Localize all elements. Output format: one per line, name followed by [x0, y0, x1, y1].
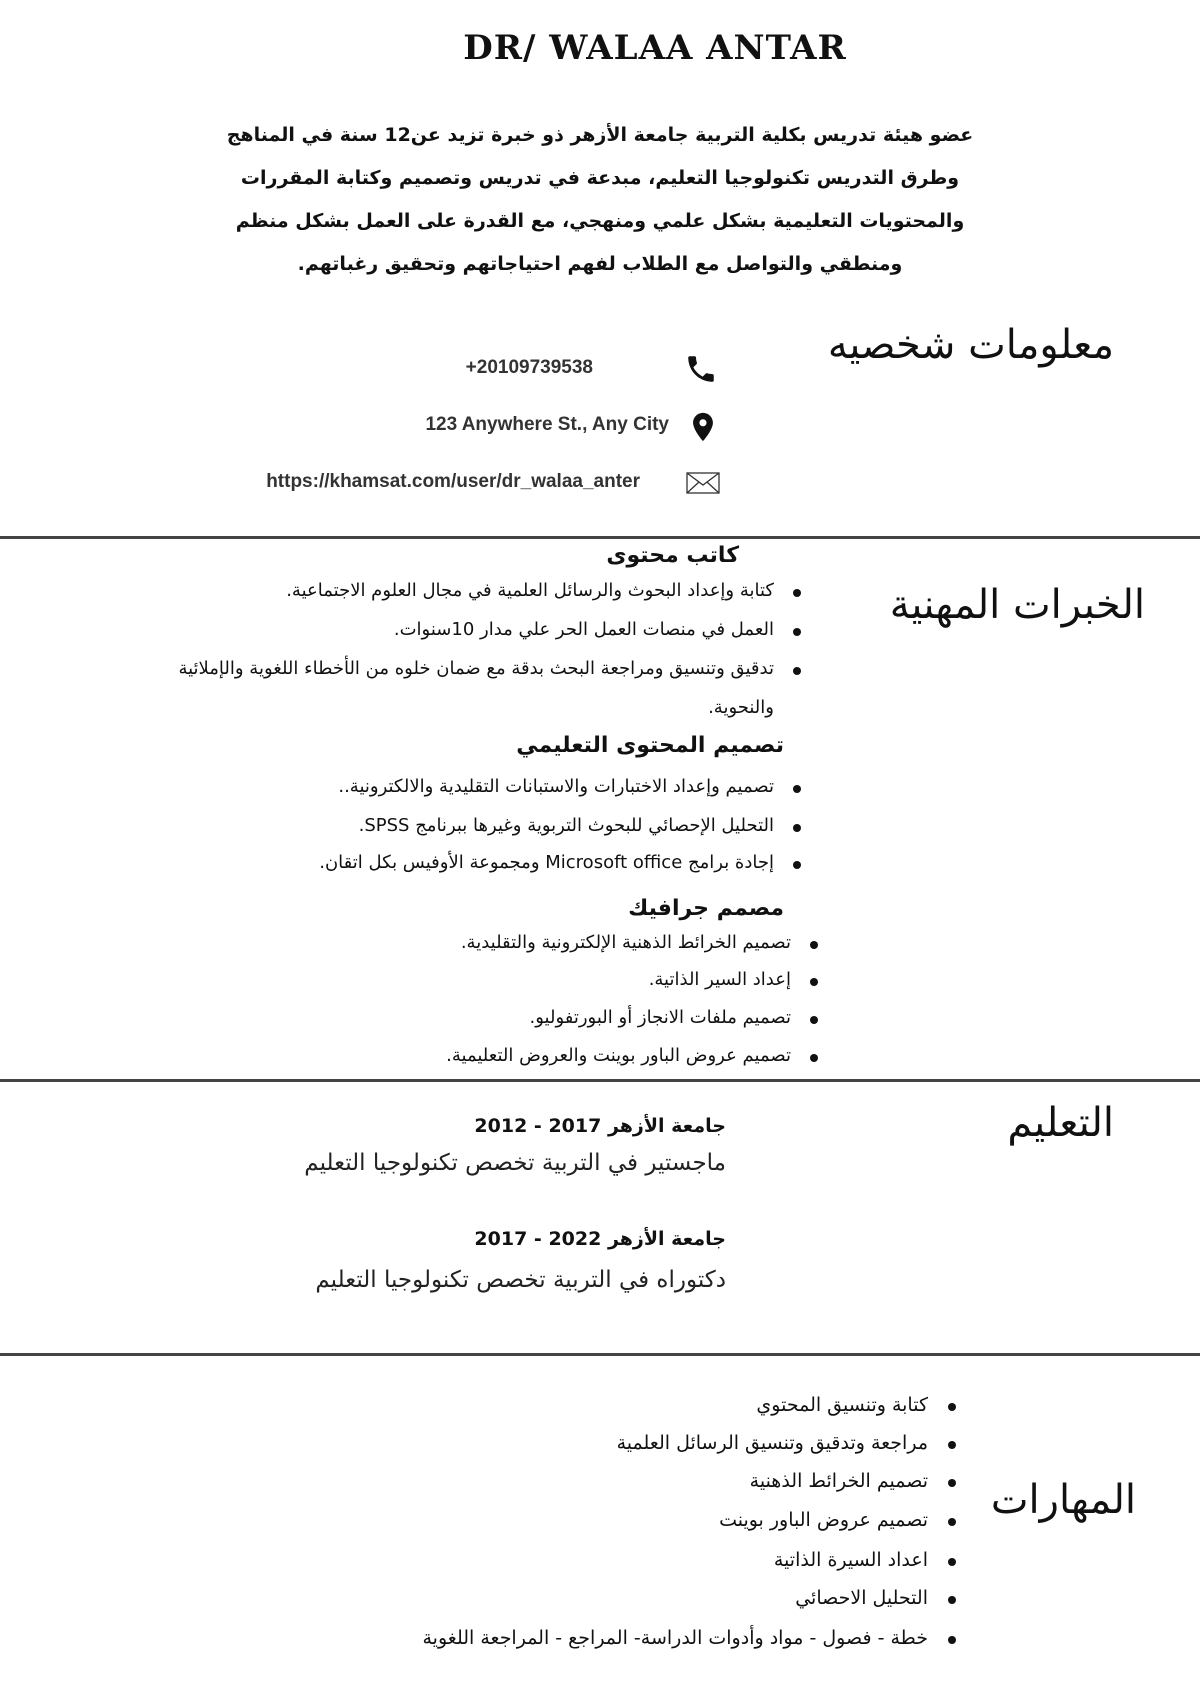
experience-heading: كاتب محتوى — [606, 543, 739, 568]
skill-item: مراجعة وتدقيق وتنسيق الرسائل العلمية — [616, 1432, 928, 1454]
divider — [0, 1353, 1200, 1356]
skill-item: خطة - فصول - مواد وأدوات الدراسة- المراجع - المراجعة اللغوية — [422, 1627, 928, 1649]
experience-item: والنحوية. — [708, 697, 774, 718]
skill-item: كتابة وتنسيق المحتوي — [756, 1394, 928, 1416]
experience-item: إجادة برامج Microsoft office ومجموعة الأوفيس بكل اتقان. — [319, 852, 774, 873]
experience-item: تدقيق وتنسيق ومراجعة البحث بدقة مع ضمان خلوه من الأخطاء اللغوية والإملائية — [178, 658, 774, 679]
skill-item: اعداد السيرة الذاتية — [773, 1549, 928, 1571]
address: 123 Anywhere St., Any City — [425, 414, 669, 435]
summary-line: وطرق التدريس تكنولوجيا التعليم، مبدعة في تدريس وتصميم وكتابة المقررات — [240, 167, 960, 189]
bullet — [948, 1596, 956, 1604]
phone-icon — [684, 352, 718, 386]
divider — [0, 1079, 1200, 1082]
bullet — [948, 1403, 956, 1411]
summary-line: ومنطقي والتواصل مع الطلاب لفهم احتياجاتهم وتحقيق رغباتهم. — [297, 253, 903, 275]
education-degree: دكتوراه في التربية تخصص تكنولوجيا التعليم — [315, 1267, 726, 1293]
bullet — [810, 941, 818, 949]
education-heading: جامعة الأزهر 2017 - 2012 — [474, 1115, 726, 1137]
skills-title: المهارات — [990, 1477, 1136, 1523]
location-pin-icon — [686, 410, 720, 444]
bullet — [810, 978, 818, 986]
experience-item: تصميم وإعداد الاختبارات والاستبانات التقليدية والالكترونية.. — [338, 776, 774, 797]
resume-name: DR/ WALAA ANTAR — [463, 28, 847, 68]
experience-item: التحليل الإحصائي للبحوث التربوية وغيرها ببرنامج SPSS. — [358, 815, 774, 836]
summary — [200, 114, 1000, 286]
bullet — [948, 1558, 956, 1566]
experience-title: الخبرات المهنية — [889, 582, 1145, 628]
summary-line: والمحتويات التعليمية بشكل علمي ومنهجي، مع القدرة على العمل بشكل منظم — [235, 210, 965, 232]
experience-item: تصميم ملفات الانجاز أو البورتفوليو. — [529, 1007, 791, 1028]
education-title: التعليم — [1007, 1100, 1114, 1146]
bullet — [948, 1479, 956, 1487]
skill-item: تصميم الخرائط الذهنية — [749, 1470, 928, 1492]
education-degree: ماجستير في التربية تخصص تكنولوجيا التعليم — [304, 1150, 726, 1176]
skill-item: تصميم عروض الباور بوينت — [719, 1509, 928, 1531]
profile-link[interactable]: https://khamsat.com/user/dr_walaa_anter — [266, 471, 640, 492]
divider — [0, 536, 1200, 539]
bullet — [793, 628, 801, 636]
experience-item: تصميم عروض الباور بوينت والعروض التعليمية. — [446, 1045, 791, 1066]
bullet — [948, 1441, 956, 1449]
envelope-icon — [686, 472, 720, 494]
experience-item: إعداد السير الذاتية. — [648, 969, 791, 990]
skill-item: التحليل الاحصائي — [795, 1587, 928, 1609]
bullet — [810, 1016, 818, 1024]
experience-heading: مصمم جرافيك — [628, 896, 784, 921]
experience-item: العمل في منصات العمل الحر علي مدار 10سنوات. — [393, 619, 774, 640]
bullet — [793, 589, 801, 597]
bullet — [810, 1054, 818, 1062]
summary-line: عضو هيئة تدريس بكلية التربية جامعة الأزهر ذو خبرة تزيد عن12 سنة في المناهج — [226, 124, 974, 146]
phone-number: +20109739538 — [465, 357, 593, 378]
bullet — [948, 1636, 956, 1644]
experience-heading: تصميم المحتوى التعليمي — [516, 733, 784, 758]
experience-item: كتابة وإعداد البحوث والرسائل العلمية في مجال العلوم الاجتماعية. — [286, 580, 774, 601]
experience-item: تصميم الخرائط الذهنية الإلكترونية والتقليدية. — [460, 932, 791, 953]
bullet — [948, 1518, 956, 1526]
bullet — [793, 785, 801, 793]
bullet — [793, 824, 801, 832]
bullet — [793, 861, 801, 869]
bullet — [793, 667, 801, 675]
personal-info-title: معلومات شخصيه — [827, 322, 1114, 368]
education-heading: جامعة الأزهر 2022 - 2017 — [474, 1228, 726, 1250]
